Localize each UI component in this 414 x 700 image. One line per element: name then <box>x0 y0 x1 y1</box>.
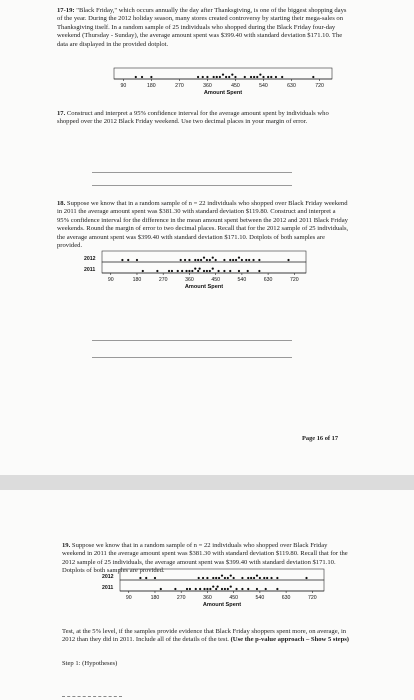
x-tick-label: 360 <box>203 595 212 601</box>
dot-2011 <box>199 268 201 270</box>
dot-2011 <box>235 588 237 590</box>
dot-2012 <box>127 259 129 261</box>
dot-2012 <box>224 577 226 579</box>
dot-2012 <box>262 76 264 78</box>
q18-text: Suppose we know that in a random sample of n = 22 individuals who shopped over Black Friday weekend in 2011 the average amount spent was $381.30 with standard deviation $119.80. Construct and interpret a 95% confidence interval for the difference in the mean amount spent between the 2012 and 2011 Black Friday weekends. Round the margin of error to two decimal places. Recall that for the 2012 sample of 25 individuals, the average amount spent was $399.40 with standard deviation $171.10. Dotplots of both samples are provided. <box>57 200 349 250</box>
question-18 <box>57 200 349 250</box>
dot-2012 <box>202 577 204 579</box>
dot-2012 <box>241 259 243 261</box>
question-17 <box>57 110 349 127</box>
intro-text: "Black Friday," which occurs annually the day after Thanksgiving, is one of the biggest shopping days of the year. During the 2012 holiday season, many stores created controversy by starting their mega-sales on Thanksgiving itself. In a random sample of 25 individuals who shopped during the Black Friday four-day weekend (Thursday - Sunday), the average amount spent was $399.40 with standard deviation $171.10. The data are displayed in the provided dotplot. <box>57 7 347 48</box>
dot-2012 <box>247 577 249 579</box>
dot-2011 <box>241 588 243 590</box>
dot-2012 <box>252 259 254 261</box>
x-tick-label: 360 <box>185 277 194 283</box>
dot-2012 <box>230 575 232 577</box>
dot-2012 <box>141 76 143 78</box>
x-tick-label: 180 <box>150 595 160 601</box>
dotplot-row-label: 2011 <box>102 585 114 591</box>
dot-2012 <box>218 577 220 579</box>
x-tick-label: 540 <box>237 277 247 283</box>
x-tick-label: 180 <box>132 277 142 283</box>
dot-2012 <box>215 577 217 579</box>
dot-2012 <box>215 259 217 261</box>
dot-2011 <box>224 588 226 590</box>
x-tick-label: 540 <box>259 83 268 89</box>
dot-2011 <box>185 270 187 272</box>
dot-2011 <box>258 270 260 272</box>
dot-2012 <box>245 259 247 261</box>
dot-2011 <box>227 588 229 590</box>
answer-line <box>92 172 292 173</box>
dot-2012 <box>228 76 230 78</box>
dot-2012 <box>194 259 196 261</box>
answer-line <box>92 185 292 186</box>
dot-2012 <box>213 76 215 78</box>
x-tick-label: 450 <box>231 83 240 89</box>
dot-2011 <box>209 270 211 272</box>
dot-2012 <box>197 76 199 78</box>
dot-2011 <box>191 270 193 272</box>
dot-2012 <box>234 76 236 78</box>
dot-2011 <box>195 588 197 590</box>
dot-2012 <box>227 577 229 579</box>
dot-2012 <box>225 76 227 78</box>
dot-2012 <box>121 259 123 261</box>
dot-2012 <box>235 259 237 261</box>
dot-2012 <box>145 577 147 579</box>
dot-2011 <box>247 270 249 272</box>
x-tick-label: 720 <box>290 277 299 283</box>
dot-2011 <box>215 588 217 590</box>
x-tick-label: 270 <box>158 277 168 283</box>
x-axis-title: Amount Spent <box>184 284 224 290</box>
dot-2012 <box>258 259 260 261</box>
dot-2012 <box>150 76 152 78</box>
dot-2012 <box>259 577 261 579</box>
dot-2012 <box>270 577 272 579</box>
dot-2011 <box>171 270 173 272</box>
dot-2012 <box>197 259 199 261</box>
q19-text: Suppose we know that in a random sample of n = 22 individuals who shopped over Black Friday weekend in 2011 the average amount spent was $381.30 with standard deviation $119.80. Recall that for the 2012 sample of 25 individuals, the average amount spent was $399.40 with standard deviation $171.10. Dotplots of both samples are provided. <box>62 542 348 575</box>
dot-2011 <box>221 588 223 590</box>
dot-2011 <box>238 270 240 272</box>
dot-2011 <box>209 588 211 590</box>
dot-2012 <box>229 259 231 261</box>
dot-2011 <box>181 270 183 272</box>
x-tick-label: 630 <box>287 83 296 89</box>
dotplot-row-frame <box>120 569 324 580</box>
x-tick-label: 540 <box>255 595 265 601</box>
dot-2012 <box>253 76 255 78</box>
dot-2012 <box>202 76 204 78</box>
dot-2012 <box>139 577 141 579</box>
dot-2011 <box>217 586 219 588</box>
dot-2011 <box>212 268 214 270</box>
dot-2012 <box>135 76 137 78</box>
dot-2011 <box>168 270 170 272</box>
dot-2012 <box>287 259 289 261</box>
dot-2011 <box>199 588 201 590</box>
dot-2011 <box>203 588 205 590</box>
q17-number: 17. <box>57 110 66 117</box>
dotplot-row-frame <box>102 251 306 262</box>
x-tick-label: 630 <box>281 595 291 601</box>
dot-2012 <box>223 259 225 261</box>
dotplot-2012-2011 <box>82 247 312 307</box>
dot-2011 <box>177 270 179 272</box>
dot-2012 <box>241 577 243 579</box>
dot-2012 <box>267 76 269 78</box>
dot-2012 <box>180 259 182 261</box>
dotplot-row-label: 2011 <box>84 267 96 273</box>
x-tick-label: 90 <box>120 83 127 89</box>
x-tick-label: 90 <box>125 595 132 601</box>
dot-2012 <box>219 76 221 78</box>
dot-2011 <box>276 588 278 590</box>
dot-2011 <box>206 588 208 590</box>
dot-2011 <box>188 270 190 272</box>
dot-2011 <box>212 586 214 588</box>
x-tick-label: 720 <box>315 83 324 89</box>
x-tick-label: 360 <box>203 83 212 89</box>
dot-2012 <box>198 577 200 579</box>
q18-number: 18. <box>57 200 66 207</box>
dot-2012 <box>270 76 272 78</box>
page-number: Page 16 of 17 <box>302 435 339 442</box>
dot-2012 <box>203 257 205 259</box>
dot-2012 <box>206 577 208 579</box>
x-tick-label: 720 <box>308 595 317 601</box>
dot-2011 <box>265 588 267 590</box>
answer-line <box>92 357 292 358</box>
dot-2012 <box>188 259 190 261</box>
intro-paragraph <box>57 7 349 49</box>
dot-2012 <box>200 259 202 261</box>
answer-line <box>62 696 122 697</box>
x-tick-label: 450 <box>211 277 220 283</box>
dot-2012 <box>216 76 218 78</box>
dot-2012 <box>250 76 252 78</box>
x-tick-label: 270 <box>175 83 184 89</box>
dotplot-2012 <box>108 64 338 106</box>
dot-2012 <box>238 257 240 259</box>
dot-2011 <box>223 270 225 272</box>
dot-2012 <box>266 577 268 579</box>
x-tick-label: 450 <box>229 595 238 601</box>
dot-2011 <box>156 270 158 272</box>
step-1-label: Step 1: (Hypotheses) <box>62 660 118 667</box>
dot-2011 <box>189 588 191 590</box>
dot-2012 <box>263 577 265 579</box>
intro-heading: 17-19: <box>57 7 75 14</box>
dotplot-row-frame <box>114 68 332 79</box>
dot-2012 <box>244 76 246 78</box>
dot-2012 <box>275 76 277 78</box>
dot-2011 <box>174 588 176 590</box>
dot-2012 <box>184 259 186 261</box>
q19-task-text: Test, at the 5% level, if the samples provide evidence that Black Friday shoppers spent more, on average, in 2012 than they did in 2011. Include all of the details of the test. <box>62 628 347 644</box>
dot-2012 <box>136 259 138 261</box>
dot-2012 <box>154 577 156 579</box>
dot-2011 <box>142 270 144 272</box>
dot-2011 <box>247 588 249 590</box>
dot-2012 <box>206 76 208 78</box>
dot-2012 <box>256 575 258 577</box>
dot-2012 <box>212 257 214 259</box>
dot-2011 <box>217 270 219 272</box>
dot-2012 <box>256 76 258 78</box>
x-tick-label: 630 <box>263 277 273 283</box>
q19-number: 19. <box>62 542 71 549</box>
dot-2012 <box>232 259 234 261</box>
dot-2012 <box>281 76 283 78</box>
x-tick-label: 180 <box>147 83 156 89</box>
dot-2012 <box>312 76 314 78</box>
dot-2012 <box>248 259 250 261</box>
dot-2012 <box>276 577 278 579</box>
dot-2012 <box>206 259 208 261</box>
q17-text: Construct and interpret a 95% confidence interval for the average amount spent by individuals who shopped over the 2012 Black Friday weekend. Use two decimal places in your margin of error. <box>57 110 329 126</box>
dot-2012 <box>222 74 224 76</box>
dot-2011 <box>197 270 199 272</box>
dot-2012 <box>259 74 261 76</box>
dot-2012 <box>250 577 252 579</box>
dot-2012 <box>209 259 211 261</box>
question-19-task <box>62 628 350 645</box>
x-tick-label: 90 <box>107 277 114 283</box>
q19-instructions: (Use the p-value approach – Show 5 steps) <box>230 636 350 644</box>
dot-2011 <box>256 588 258 590</box>
dot-2011 <box>194 268 196 270</box>
dot-2012 <box>212 577 214 579</box>
dot-2011 <box>186 588 188 590</box>
x-tick-label: 270 <box>176 595 186 601</box>
dot-2012 <box>233 577 235 579</box>
x-axis-title: Amount Spent <box>203 90 243 96</box>
dotplot-row-label: 2012 <box>102 574 114 580</box>
dot-2011 <box>160 588 162 590</box>
dot-2011 <box>203 270 205 272</box>
dot-2012 <box>231 74 233 76</box>
dot-2012 <box>221 575 223 577</box>
x-axis-title: Amount Spent <box>202 602 242 608</box>
dot-2011 <box>230 586 232 588</box>
document-page-17 <box>0 490 414 700</box>
dot-2011 <box>206 270 208 272</box>
dotplot-row-label: 2012 <box>84 256 96 262</box>
dot-2011 <box>229 270 231 272</box>
dot-2012 <box>305 577 307 579</box>
answer-line <box>92 340 292 341</box>
dot-2012 <box>253 577 255 579</box>
dotplot-2012-2011 <box>100 565 330 621</box>
